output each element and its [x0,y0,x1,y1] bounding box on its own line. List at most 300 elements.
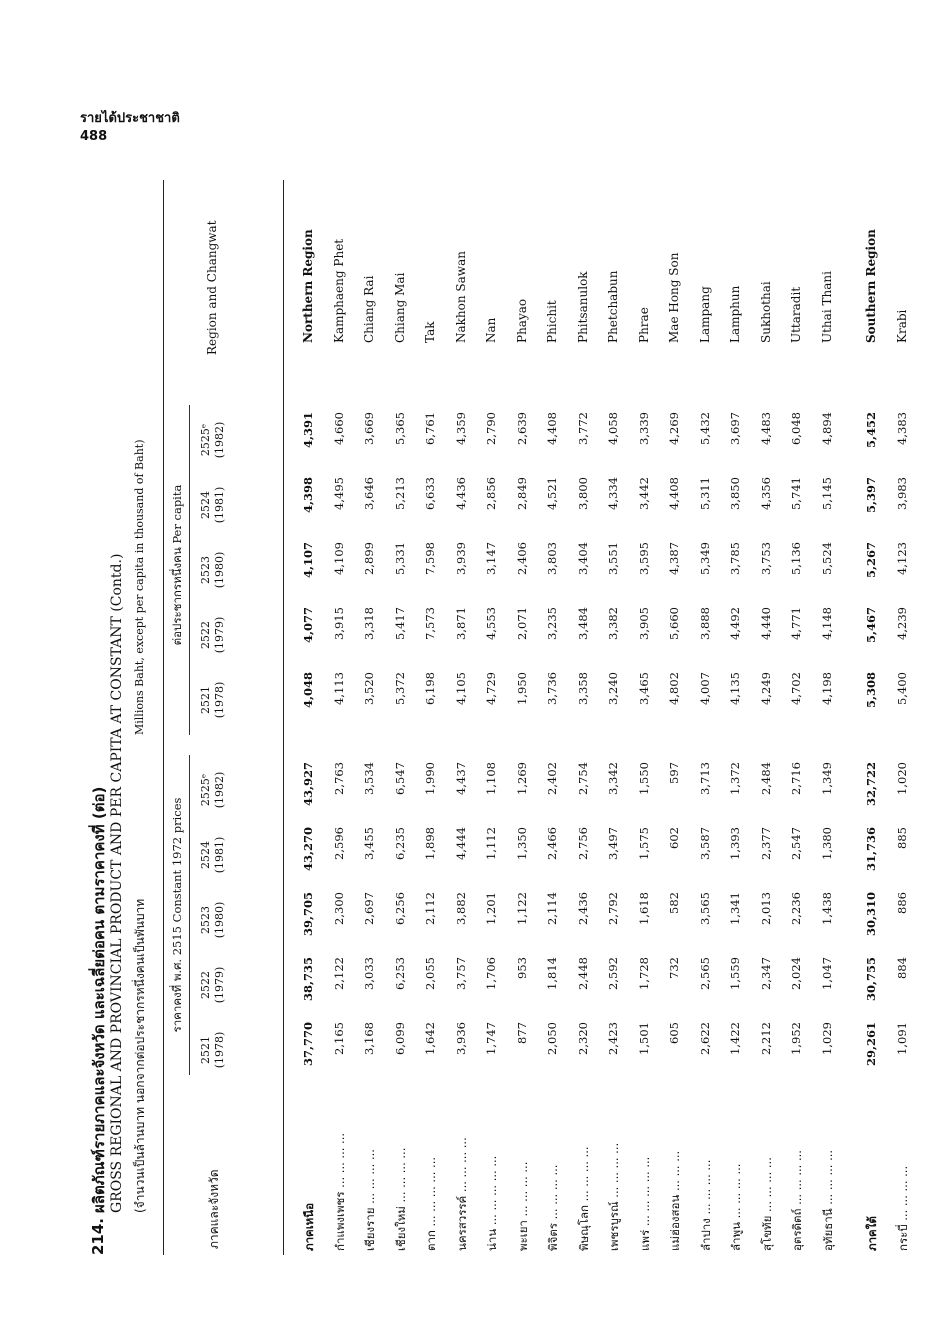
table-cell: 3,404 [575,542,590,575]
table-cell: 5,372 [392,672,407,705]
table-cell: 2,697 [362,892,376,925]
table-cell: 3,455 [362,827,376,860]
table-cell: 4,113 [331,672,346,705]
table-cell: 3,905 [636,607,651,640]
row-label-english: Northern Region [301,229,315,343]
row-label-english: Uthai Thani [819,271,834,343]
table-cell: 1,349 [819,762,834,795]
table-cell: 3,753 [758,542,773,575]
table-cell: 3,534 [362,762,376,795]
table-cell: 5,311 [697,477,712,510]
page-number: 488 [80,129,108,144]
year-be: 2521 [199,686,212,714]
table-cell: 4,269 [667,412,681,445]
table-cell: 4,391 [301,412,315,449]
table-cell: 4,198 [819,672,834,705]
table-cell: 5,213 [392,477,407,510]
table-cell: 3,339 [636,412,651,445]
table-cell: 2,565 [697,957,712,990]
table-cell: 4,334 [606,477,620,510]
table-cell: 4,771 [789,607,803,640]
table-cell: 886 [894,892,909,914]
table-cell: 2,050 [545,1022,559,1055]
table-cell: 4,802 [667,672,681,705]
table-cell: 5,432 [697,412,712,445]
table-cell: 3,803 [545,542,559,575]
group-header-constant-prices: ราคาคงที่ พ.ศ. 2515 Constant 1972 prices [170,797,184,1033]
table-cell: 1,020 [894,762,909,795]
table-cell: 6,256 [392,892,407,925]
table-cell: 884 [894,957,909,979]
row-label-thai: ลำพูน ... ... ... ... [729,1163,743,1251]
table-cell: 2,716 [789,762,803,795]
table-cell: 3,240 [606,672,620,705]
year-be: 2522 [199,971,212,999]
table-cell: 2,300 [331,892,346,925]
row-label-thai: อุทัยธานี ... ... ... ... [820,1149,835,1251]
table-number: 214. [89,1217,107,1255]
table-cell: 877 [514,1022,529,1044]
table-cell: 3,484 [575,607,590,640]
table-cell: 1,438 [819,892,834,925]
table-cell: 30,310 [864,892,878,937]
table-row [661,180,692,1255]
year-be: 2523 [199,556,212,584]
table-cell: 4,387 [667,542,681,575]
group-header-per-capita: ต่อประชากรหนึ่งคน Per capita [170,484,184,646]
group-underline-per-capita [189,405,190,735]
year-be: 2522 [199,621,212,649]
row-label-english: Southern Region [864,229,878,343]
table-cell: 6,547 [392,762,407,795]
table-cell: 3,520 [362,672,376,705]
table-cell: 4,408 [667,477,681,510]
row-label-thai: แพร่ ... ... ... ... ... [637,1156,652,1251]
table-cell: 5,397 [864,477,878,514]
row-label-english: Phrae [636,307,651,343]
table-cell: 2,792 [606,892,620,925]
table-cell: 1,747 [484,1022,498,1055]
year-header [199,955,227,1015]
row-label-english: Chiang Rai [362,275,376,343]
table-cell: 1,091 [894,1022,909,1055]
table-cell: 3,888 [697,607,712,640]
table-cell: 582 [667,892,681,914]
table-cell: 5,741 [789,477,803,510]
table-cell: 4,105 [453,672,468,705]
table-cell: 2,756 [575,827,590,860]
table-cell: 3,915 [331,607,346,640]
table-cell: 4,077 [301,607,315,644]
table-cell: 597 [667,762,681,784]
table-cell: 3,318 [362,607,376,640]
table-cell: 1,393 [728,827,742,860]
row-label-thai: ตาก ... ... ... ... ... [424,1157,438,1251]
table-row [539,180,570,1255]
table-cell: 4,702 [789,672,803,705]
row-label-english: Uttaradit [789,286,803,343]
table-cell: 4,492 [728,607,742,640]
table-row [600,180,631,1255]
region-row [858,180,889,1255]
row-label-thai: ลำปาง ... ... ... ... [698,1159,713,1251]
table-cell: 1,108 [484,762,498,795]
unit-note-english: Millions Baht, except per capita in thousand of Baht) [133,439,146,735]
table-cell: 3,465 [636,672,651,705]
table-cell: 4,356 [758,477,773,510]
row-label-thai: ภาคใต้ [865,1216,879,1251]
table-cell: 2,899 [362,542,376,575]
table-cell: 3,800 [575,477,590,510]
row-label-thai: พิษณุโลก ... ... ... ... [576,1146,591,1251]
table-cell: 4,729 [484,672,498,705]
table-cell: 2,592 [606,957,620,990]
row-label-english: Nan [484,317,498,343]
table-title-thai: ผลิตภัณฑ์รายภาคและจังหวัด และเฉลี่ยต่อคน ตามราคาคงที่ (ต่อ) [90,786,108,1213]
row-label-english: Phitsanulok [575,271,590,343]
row-label-english: Tak [423,321,437,343]
table-cell: 6,048 [789,412,803,445]
table-cell: 3,850 [728,477,742,510]
table-cell: 5,452 [864,412,878,449]
table-cell: 6,235 [392,827,407,860]
table-cell: 2,320 [575,1022,590,1055]
table-cell: 605 [667,1022,681,1044]
table-row [570,180,601,1255]
year-be: 2523 [199,906,212,934]
row-label-thai: เพชรบูรณ์ ... ... ... ... [607,1142,621,1251]
table-cell: 2,406 [514,542,529,575]
table-cell: 1,952 [789,1022,803,1055]
table-cell: 1,728 [636,957,651,990]
table-cell: 1,898 [423,827,437,860]
year-ce: (1981) [213,836,226,874]
table-title-english: GROSS REGIONAL AND PROVINCIAL PRODUCT AND PER CAPITA AT CONSTANT (Contd.) [109,553,125,1213]
table-cell: 2,466 [545,827,559,860]
table-cell: 3,382 [606,607,620,640]
row-label-english: Sukhothai [758,281,773,343]
table-row [356,180,387,1255]
table-cell: 2,071 [514,607,529,640]
table-cell: 2,112 [423,892,437,925]
table-cell: 3,785 [728,542,742,575]
row-label-thai: กระบี่ ... ... ... ... [895,1165,910,1251]
year-ce: (1978) [213,681,226,719]
table-row [478,180,509,1255]
table-cell: 3,168 [362,1022,376,1055]
table-cell: 2,024 [789,957,803,990]
table-cell: 3,646 [362,477,376,510]
year-ce: (1980) [213,901,226,939]
year-be: 2525ᵉ [199,773,212,807]
row-label-english: Mae Hong Son [667,252,681,343]
table-cell: 30,755 [864,957,878,1002]
table-cell: 4,109 [331,542,346,575]
table-cell: 4,483 [758,412,773,445]
year-ce: (1979) [213,616,226,654]
table-row [753,180,784,1255]
row-label-thai: พะเยา ... ... ... ... [515,1161,530,1251]
row-label-english: Nakhon Sawan [453,251,468,343]
row-label-thai: แม่ฮ่องสอน ... ... ... [668,1150,682,1251]
table-cell: 2,547 [789,827,803,860]
year-ce: (1982) [213,421,226,459]
table-cell: 3,587 [697,827,712,860]
table-cell: 1,380 [819,827,834,860]
year-be: 2525ᵉ [199,423,212,457]
year-header [199,760,227,820]
rotated-table-page [85,165,910,1255]
table-cell: 1,350 [514,827,529,860]
region-row [295,180,326,1255]
unit-note-thai: (จำนวนเป็นล้านบาท นอกจากต่อประชากรหนึ่งคนเป็นพันบาท [133,898,147,1213]
table-cell: 4,135 [728,672,742,705]
table-cell: 2,236 [789,892,803,925]
row-label-english: Phayao [514,298,529,343]
table-cell: 43,270 [301,827,315,872]
year-ce: (1978) [213,1031,226,1069]
table-cell: 1,201 [484,892,498,925]
table-cell: 7,598 [423,542,437,575]
table-row [889,180,920,1255]
table-cell: 1,814 [545,957,559,990]
row-label-thai: กำแพงเพชร ... ... ... ... [332,1132,347,1251]
page-header [80,110,180,146]
table-cell: 2,790 [484,412,498,445]
row-label-english: Kamphaeng Phet [331,238,346,343]
table-cell: 3,147 [484,542,498,575]
table-cell: 2,165 [331,1022,346,1055]
table-cell: 1,618 [636,892,651,925]
table-cell: 37,770 [301,1022,315,1067]
table-cell: 4,660 [331,412,346,445]
row-label-english: Phichit [545,300,559,343]
table-body [295,180,919,1255]
table-cell: 3,757 [453,957,468,990]
row-label-thai: สุโขทัย ... ... ... ... [759,1157,774,1251]
table-cell: 4,249 [758,672,773,705]
table-cell: 2,754 [575,762,590,795]
table-cell: 2,849 [514,477,529,510]
table-cell: 4,521 [545,477,559,510]
table-cell: 3,497 [606,827,620,860]
row-label-english: Chiang Mai [392,272,407,343]
table-cell: 3,669 [362,412,376,445]
table-cell: 1,122 [514,892,529,925]
table-cell: 5,417 [392,607,407,640]
table-cell: 3,882 [453,892,468,925]
year-header [199,410,227,470]
column-header-region-english: Region and Changwat [205,220,219,355]
table-cell: 2,763 [331,762,346,795]
table-row [631,180,662,1255]
table-cell: 4,058 [606,412,620,445]
table-cell: 4,239 [894,607,909,640]
table-cell: 1,422 [728,1022,742,1055]
table-cell: 3,033 [362,957,376,990]
table-cell: 32,722 [864,762,878,807]
row-label-thai: น่าน ... ... ... ... ... [485,1155,499,1251]
table-row [417,180,448,1255]
year-ce: (1981) [213,486,226,524]
table-cell: 1,029 [819,1022,834,1055]
table-cell: 3,697 [728,412,742,445]
row-label-thai: อุตรดิตถ์ ... ... ... ... [790,1150,804,1251]
table-cell: 4,436 [453,477,468,510]
table-cell: 5,136 [789,542,803,575]
table-cell: 6,198 [423,672,437,705]
table-cell: 1,575 [636,827,651,860]
table-cell: 6,099 [392,1022,407,1055]
table-cell: 1,269 [514,762,529,795]
year-header [199,1020,227,1080]
table-cell: 29,261 [864,1022,878,1067]
table-cell: 1,706 [484,957,498,990]
table-row [448,180,479,1255]
table-cell: 1,112 [484,827,498,860]
table-cell: 4,894 [819,412,834,445]
table-cell: 2,596 [331,827,346,860]
row-label-thai: พิจิตร ... ... ... ... [546,1164,560,1251]
table-cell: 1,559 [728,957,742,990]
table-cell: 2,484 [758,762,773,795]
table-cell: 6,253 [392,957,407,990]
table-cell: 2,423 [606,1022,620,1055]
table-cell: 5,524 [819,542,834,575]
table-cell: 3,871 [453,607,468,640]
row-label-thai: ภาคเหนือ [302,1202,316,1251]
table-cell: 39,705 [301,892,315,937]
table-cell: 5,400 [894,672,909,705]
year-header [199,605,227,665]
row-label-thai: นครสวรรค์ ... ... ... ... [454,1137,469,1251]
table-cell: 2,622 [697,1022,712,1055]
table-cell: 3,736 [545,672,559,705]
year-header [199,890,227,950]
table-cell: 1,341 [728,892,742,925]
table-cell: 5,467 [864,607,878,644]
table-cell: 4,444 [453,827,468,860]
row-label-english: Lamphun [728,285,742,343]
table-cell: 3,551 [606,542,620,575]
table-header [165,180,283,1255]
table-cell: 4,123 [894,542,909,575]
table-cell: 4,383 [894,412,909,445]
table-cell: 3,358 [575,672,590,705]
table-cell: 3,939 [453,542,468,575]
table-cell: 4,440 [758,607,773,640]
table-cell: 2,448 [575,957,590,990]
year-header [199,475,227,535]
table-top-rule [163,180,164,1255]
column-header-region-thai: ภาคและจังหวัด [207,1169,221,1249]
year-ce: (1979) [213,966,226,1004]
table-cell: 2,055 [423,957,437,990]
year-be: 2524 [199,491,212,519]
section-title: รายได้ประชาชาติ [80,111,180,126]
table-cell: 3,983 [894,477,909,510]
table-cell: 5,145 [819,477,834,510]
table-row [783,180,814,1255]
table-cell: 3,342 [606,762,620,795]
table-cell: 1,047 [819,957,834,990]
year-header [199,670,227,730]
year-ce: (1980) [213,551,226,589]
table-cell: 4,398 [301,477,315,514]
table-cell: 3,936 [453,1022,468,1055]
table-row [509,180,540,1255]
year-header [199,540,227,600]
table-row [722,180,753,1255]
table-cell: 6,761 [423,412,437,445]
group-underline-constant [189,755,190,1075]
table-cell: 1,501 [636,1022,651,1055]
table-cell: 4,553 [484,607,498,640]
table-cell: 4,437 [453,762,468,795]
table-cell: 5,308 [864,672,878,709]
table-cell: 5,660 [667,607,681,640]
table-cell: 1,372 [728,762,742,795]
table-cell: 885 [894,827,909,849]
row-label-thai: เชียงใหม่ ... ... ... ... [393,1147,408,1251]
table-cell: 2,114 [545,892,559,925]
table-cell: 4,359 [453,412,468,445]
table-cell: 1,550 [636,762,651,795]
table-cell: 2,856 [484,477,498,510]
table-cell: 1,990 [423,762,437,795]
year-be: 2524 [199,841,212,869]
table-cell: 2,377 [758,827,773,860]
table-row [387,180,418,1255]
table-cell: 31,736 [864,827,878,872]
table-row [692,180,723,1255]
table-cell: 2,639 [514,412,529,445]
table-cell: 3,713 [697,762,712,795]
table-cell: 4,495 [331,477,346,510]
year-header [199,825,227,885]
table-cell: 5,349 [697,542,712,575]
table-cell: 38,735 [301,957,315,1002]
table-cell: 2,347 [758,957,773,990]
table-cell: 3,565 [697,892,712,925]
table-cell: 2,212 [758,1022,773,1055]
table-cell: 6,633 [423,477,437,510]
table-cell: 5,365 [392,412,407,445]
table-row [326,180,357,1255]
year-ce: (1982) [213,771,226,809]
table-cell: 3,442 [636,477,651,510]
table-cell: 5,331 [392,542,407,575]
table-cell: 1,642 [423,1022,437,1055]
row-label-english: Krabi [894,309,909,343]
row-label-english: Lampang [697,286,712,343]
table-cell: 2,122 [331,957,346,990]
table-header-rule [283,180,284,1255]
row-label-english: Phetchabun [606,270,620,343]
table-cell: 5,267 [864,542,878,579]
table-cell: 2,013 [758,892,773,925]
table-cell: 2,402 [545,762,559,795]
table-cell: 2,436 [575,892,590,925]
table-cell: 7,573 [423,607,437,640]
table-cell: 602 [667,827,681,849]
table-cell: 3,235 [545,607,559,640]
table-cell: 3,595 [636,542,651,575]
table-row [814,180,845,1255]
table-cell: 4,007 [697,672,712,705]
table-cell: 3,772 [575,412,590,445]
table-cell: 4,048 [301,672,315,709]
